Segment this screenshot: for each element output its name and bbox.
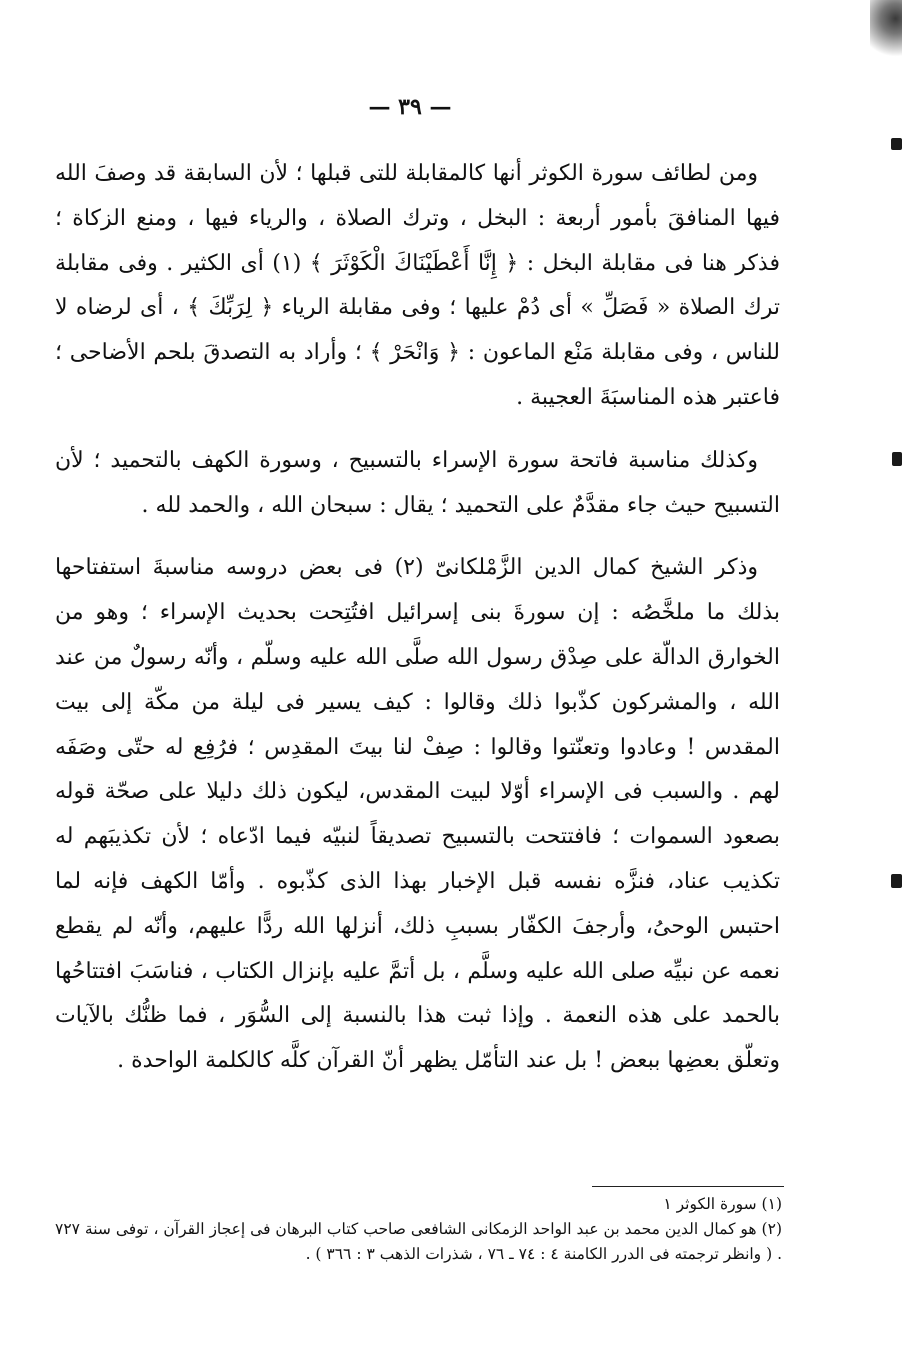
paragraph-1: ومن لطائف سورة الكوثر أنها كالمقابلة للتى قبلها ؛ لأن السابقة قد وصفَ الله فيها المنافقَ بأمور أربعة : البخل ، وترك الصلاة ، والرياء فيها ، ومنع الزكاة ؛ فذكر هنا فى مقابلة البخل : ﴿ إِنَّا أَعْطَيْنَاكَ الْكَوْثَرَ ﴾ (١) أى الكثير . وفى مقابلة ترك الصلاة « فَصَلِّ » أى دُمْ عليها ؛ وفى مقابلة الرياء ﴿ لِرَبِّكَ ﴾ ، أى لرضاه لا للناس ، وفى مقابلة مَنْع الماعون : ﴿ وَانْحَرْ ﴾ ؛ وأراد به التصدقَ بلحم الأضاحى ؛ فاعتبر هذه المناسبَةَ العجيبة .: [55, 161, 780, 410]
scan-edge-mark: [892, 452, 902, 466]
paragraph-3: وذكر الشيخ كمال الدين الزَّمْلكانىّ (٢) فى بعض دروسه مناسبةَ استفتاحها بذلك ما ملخَّصُه : إن سورةَ بنى إسرائيل افتُتِحت بحديث الإسراء ؛ وهو من الخوارق الدالّة على صِدْق رسول الله صلَّى الله عليه وسلّم ، وأنّه رسولٌ من عند الله ، والمشركون كذّبوا ذلك وقالوا : كيف يسير فى ليلة من مكّة إلى بيت المقدس ! وعادوا وتعنّتوا وقالوا : صِفْ لنا بيتَ المقدِس ؛ فرُفِع له حتّى وصَفَه لهم . والسبب فى الإسراء أوّلا لبيت المقدس، ليكون ذلك دليلا على صحّة قوله بصعود السموات ؛ فافتتحت بالتسبيح تصديقاً لنبيّه فيما ادّعاه ؛ لأن تكذيبَهم له تكذيب عناد، فنزَّه نفسه قبل الإخبار بهذا الذى كذّبوه . وأمّا الكهف فإنه لما احتبس الوحىُ، وأرجفَ الكفّار بسببِ ذلك، أنزلها الله ردًّا عليهم، وأنّه لم يقطع نعمه عن نبيِّه صلى الله عليه وسلَّم ، بل أتمَّ عليه بإنزال الكتاب ، فناسَبَ افتتاحُها بالحمد على هذه النعمة . وإذا ثبت هذا بالنسبة إلى السُّوَر ، فما ظنُّك بالآيات وتعلّق بعضِها ببعض ! بل عند التأمّل يظهر أنّ القرآن كلَّه كالكلمة الواحدة .: [55, 555, 780, 1074]
page-number: — ٣٩ —: [368, 94, 452, 120]
paragraph-gap: [55, 528, 780, 546]
footnote-2: (٢) هو كمال الدين محمد بن عبد الواحد الزمكانى الشافعى صاحب كتاب البرهان فى إعجاز القرآن ، توفى سنة ٧٢٧ . ( وانظر ترجمته فى الدرر الكامنة ٤ : ٧٤ ـ ٧٦ ، شذرات الذهب ٣ : ٣٦٦ ) .: [55, 1220, 782, 1263]
paragraph-gap: [55, 421, 780, 439]
footnote-1: (١) سورة الكوثر ١: [663, 1195, 782, 1213]
scan-edge-mark: [891, 874, 902, 888]
body-text: [55, 152, 780, 1084]
paragraph-2: وكذلك مناسبة فاتحة سورة الإسراء بالتسبيح ، وسورة الكهف بالتحميد ؛ لأن التسبيح حيث جاء مقدَّمٌ على التحميد ؛ يقال : سبحان الله ، والحمد لله .: [55, 447, 780, 518]
footnote-divider: [592, 1186, 784, 1187]
scan-corner-blot: [870, 0, 902, 62]
scan-edge-mark: [891, 138, 902, 150]
footnotes: [55, 1192, 782, 1267]
